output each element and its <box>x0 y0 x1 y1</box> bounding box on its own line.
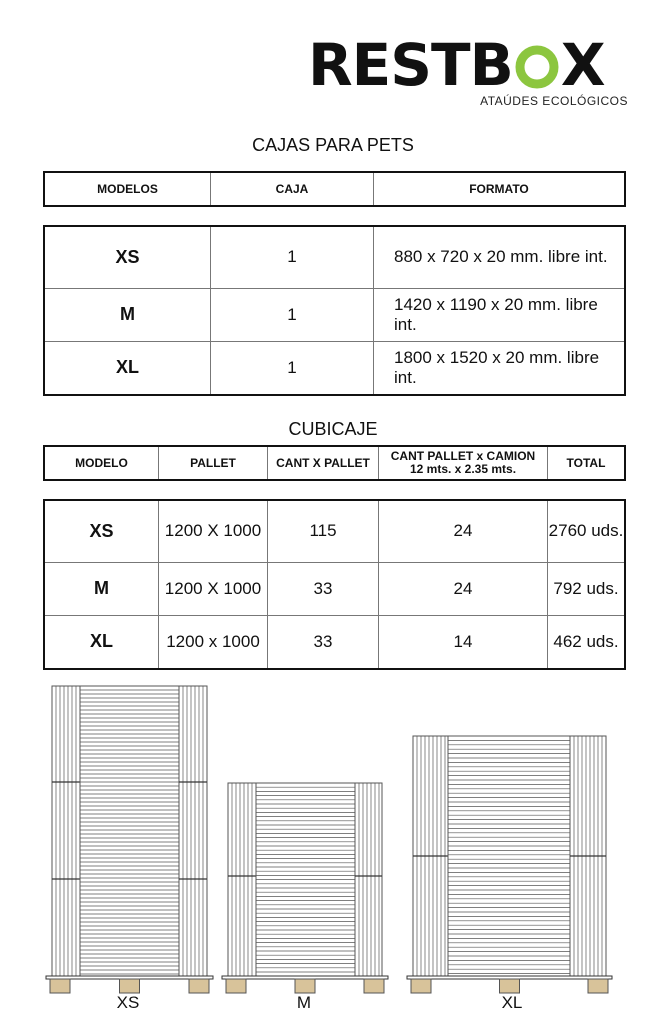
cell-formato: 1800 x 1520 x 20 mm. libre int. <box>374 341 626 395</box>
table-row <box>44 226 625 288</box>
pallet-xl-illustration <box>407 736 612 993</box>
cell-cant: 33 <box>268 562 379 615</box>
header-cant-x-pallet: CANT X PALLET <box>268 446 379 480</box>
cell-cant: 33 <box>268 615 379 669</box>
cell-caja: 1 <box>211 288 374 341</box>
cell-model: M <box>44 288 211 341</box>
cell-pallet: 1200 X 1000 <box>159 500 268 562</box>
header-modelo: MODELO <box>44 446 159 480</box>
cell-caja: 1 <box>211 341 374 395</box>
section-title-cubicaje: CUBICAJE <box>288 419 378 439</box>
logo-tagline: ATAÚDES ECOLÓGICOS <box>480 94 628 108</box>
cell-caja: 1 <box>211 226 374 288</box>
cell-model: M <box>44 562 159 615</box>
cell-pallet: 1200 X 1000 <box>159 562 268 615</box>
header-cant-pallet-camion-line2: 12 mts. x 2.35 mts. <box>409 462 517 476</box>
logo-wordmark: RESTB X <box>308 31 605 99</box>
cell-model: XS <box>44 500 159 562</box>
table-row <box>44 288 625 341</box>
cell-cant: 115 <box>268 500 379 562</box>
table-row <box>44 341 625 395</box>
cubicaje-table <box>43 499 626 670</box>
cell-model: XL <box>44 615 159 669</box>
cubicaje-header-table <box>43 445 626 481</box>
cell-formato: 880 x 720 x 20 mm. libre int. <box>374 226 626 288</box>
header-formato: FORMATO <box>374 172 626 206</box>
cell-formato: 1420 x 1190 x 20 mm. libre int. <box>374 288 626 341</box>
table-row <box>44 500 625 562</box>
cell-pallet: 1200 x 1000 <box>159 615 268 669</box>
cell-camion: 24 <box>379 500 548 562</box>
section-title-cajas: CAJAS PARA PETS <box>252 135 414 155</box>
pallet-xs-illustration <box>46 686 213 993</box>
pallet-illustrations <box>0 676 666 1006</box>
brand-logo <box>308 31 628 110</box>
cell-total: 462 uds. <box>548 615 626 669</box>
cell-camion: 14 <box>379 615 548 669</box>
cell-model: XL <box>44 341 211 395</box>
header-cant-pallet-camion-line1: CANT PALLET x CAMION <box>390 449 536 463</box>
cajas-table <box>43 225 626 396</box>
header-cant-pallet-camion <box>379 446 548 480</box>
pallet-label-m: M <box>296 993 312 1012</box>
table-row <box>44 615 625 669</box>
cell-camion: 24 <box>379 562 548 615</box>
header-pallet: PALLET <box>159 446 268 480</box>
header-modelos: MODELOS <box>44 172 211 206</box>
cell-total: 792 uds. <box>548 562 626 615</box>
header-total: TOTAL <box>548 446 626 480</box>
logo-recycle-o <box>513 39 561 85</box>
cajas-header-table <box>43 171 626 207</box>
table-row <box>44 562 625 615</box>
cell-total: 2760 uds. <box>548 500 626 562</box>
cell-model: XS <box>44 226 211 288</box>
header-caja: CAJA <box>211 172 374 206</box>
pallet-label-xl: XL <box>501 993 523 1012</box>
pallet-label-xs: XS <box>116 993 140 1012</box>
pallet-m-illustration <box>222 783 388 993</box>
